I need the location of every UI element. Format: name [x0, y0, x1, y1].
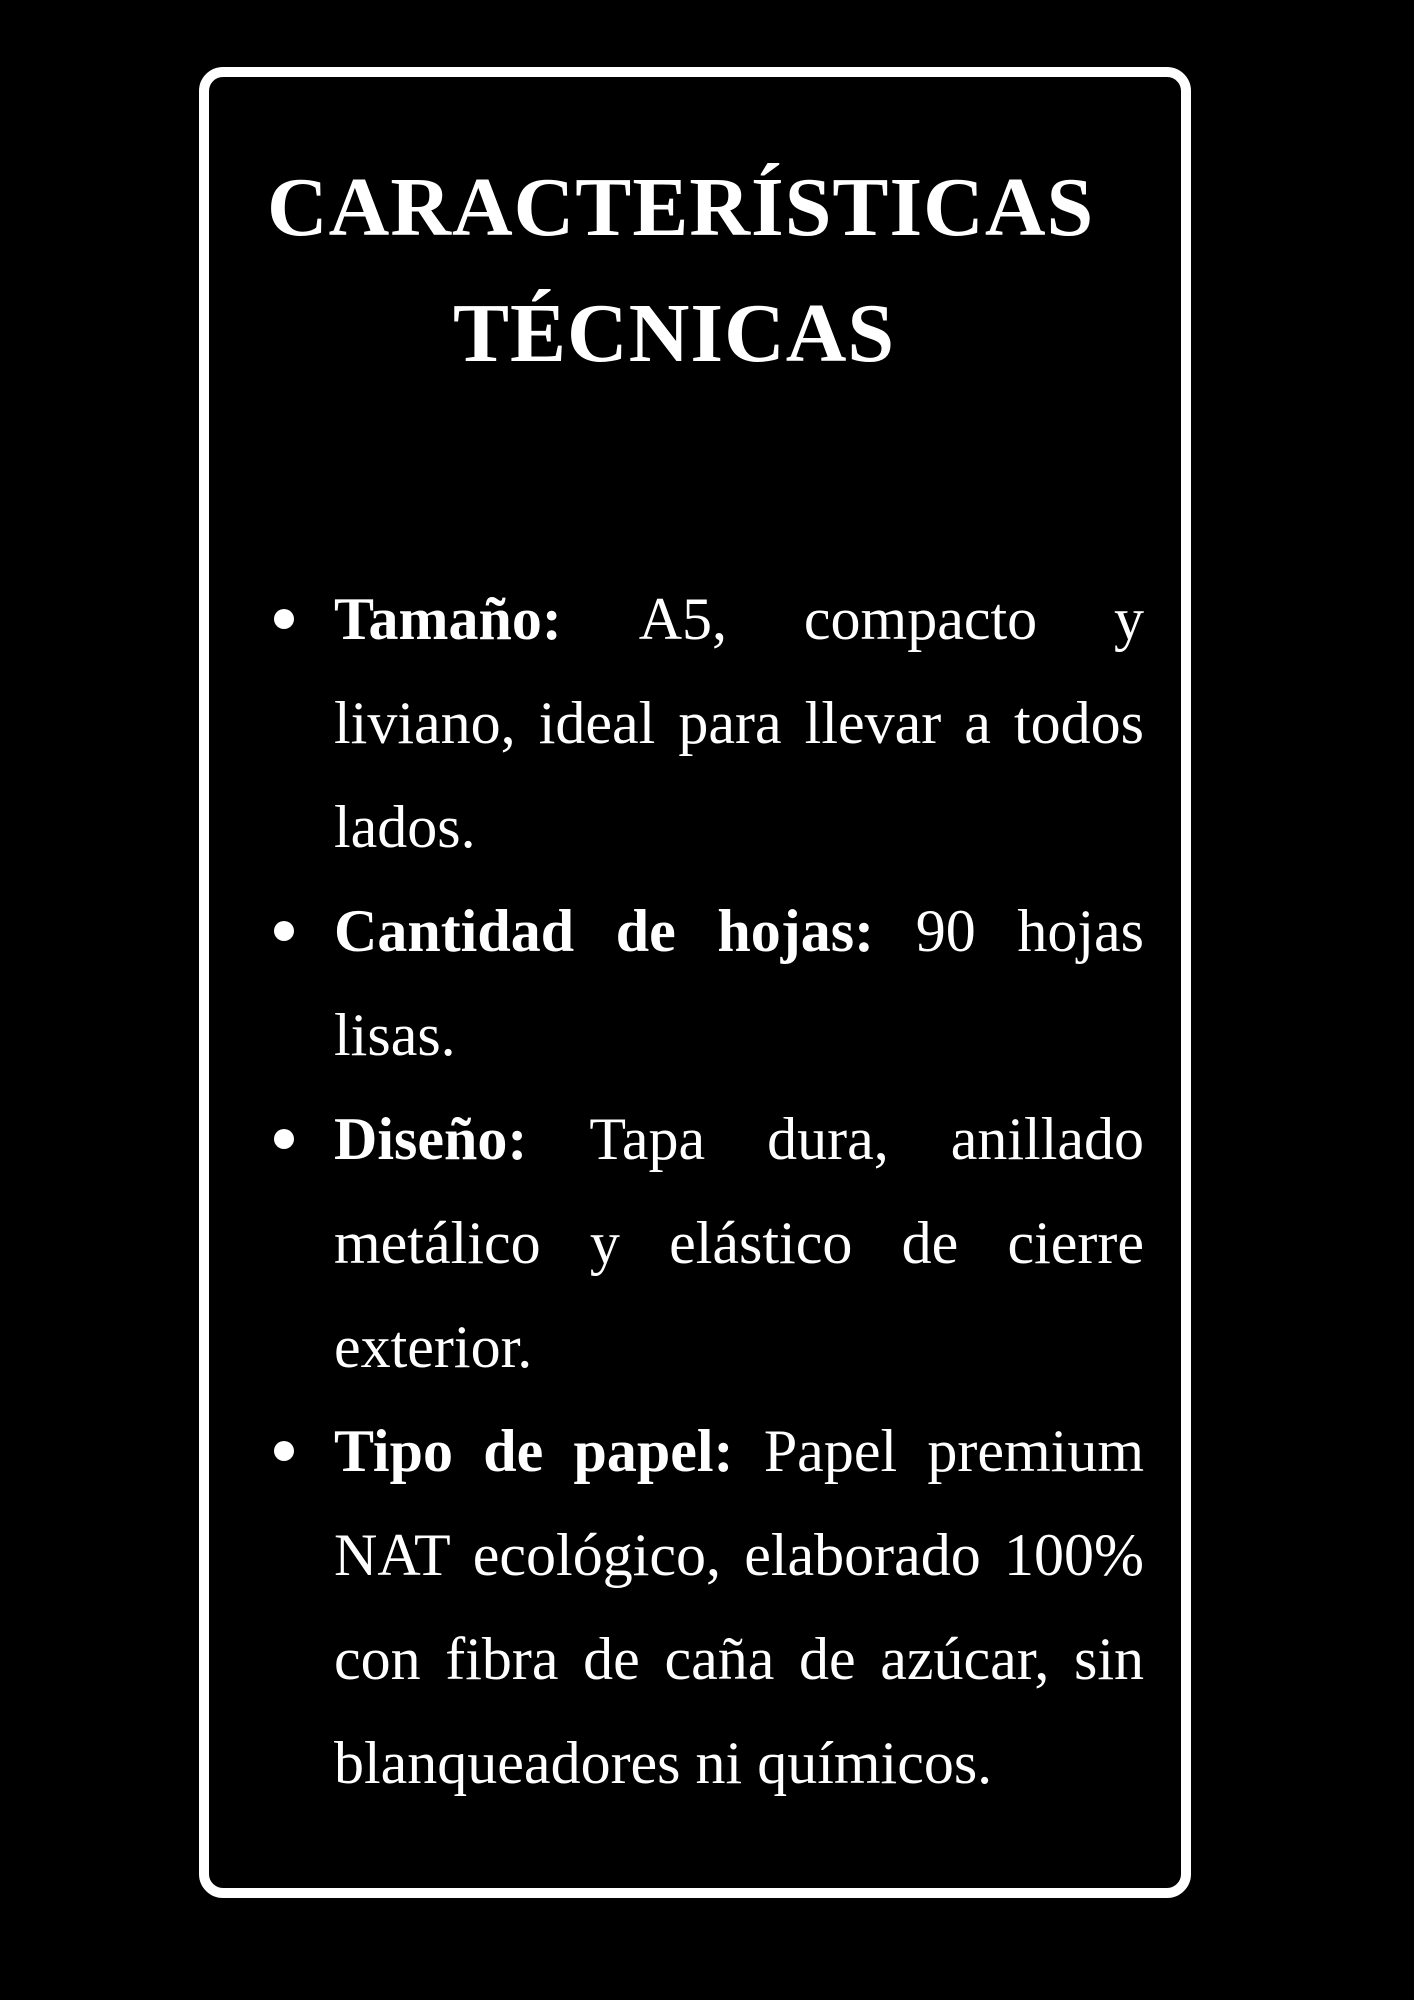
card-title	[267, 145, 1107, 397]
spec-list	[334, 567, 1144, 1815]
spec-item-design	[334, 1087, 1144, 1399]
bullet-icon	[274, 1129, 294, 1149]
bullet-icon	[274, 609, 294, 629]
spec-value: 90 hojas lisas.	[334, 898, 1144, 1068]
spec-value: Tapa dura, anillado metálico y elástico de cierre exterior.	[334, 1106, 1144, 1380]
spec-item-sheets	[334, 879, 1144, 1087]
spec-value: A5, compacto y liviano, ideal para llevar a todos lados.	[334, 586, 1145, 860]
spec-label: Tamaño:	[334, 586, 639, 652]
bullet-icon	[274, 921, 294, 941]
spec-label: Diseño:	[334, 1106, 590, 1172]
spec-card	[199, 67, 1191, 1898]
card-title-line1: CARACTERÍSTICAS	[267, 161, 1095, 254]
spec-label: Cantidad de hojas:	[334, 898, 916, 964]
spec-item-paper	[334, 1399, 1144, 1815]
spec-label: Tipo de papel:	[334, 1418, 764, 1484]
card-title-line2: TÉCNICAS	[453, 287, 896, 380]
spec-value: Papel premium NAT ecológico, elaborado 100% con fibra de caña de azúcar, sin blanqueadores ni químicos.	[334, 1418, 1145, 1796]
spec-item-size	[334, 567, 1144, 879]
bullet-icon	[274, 1441, 294, 1461]
